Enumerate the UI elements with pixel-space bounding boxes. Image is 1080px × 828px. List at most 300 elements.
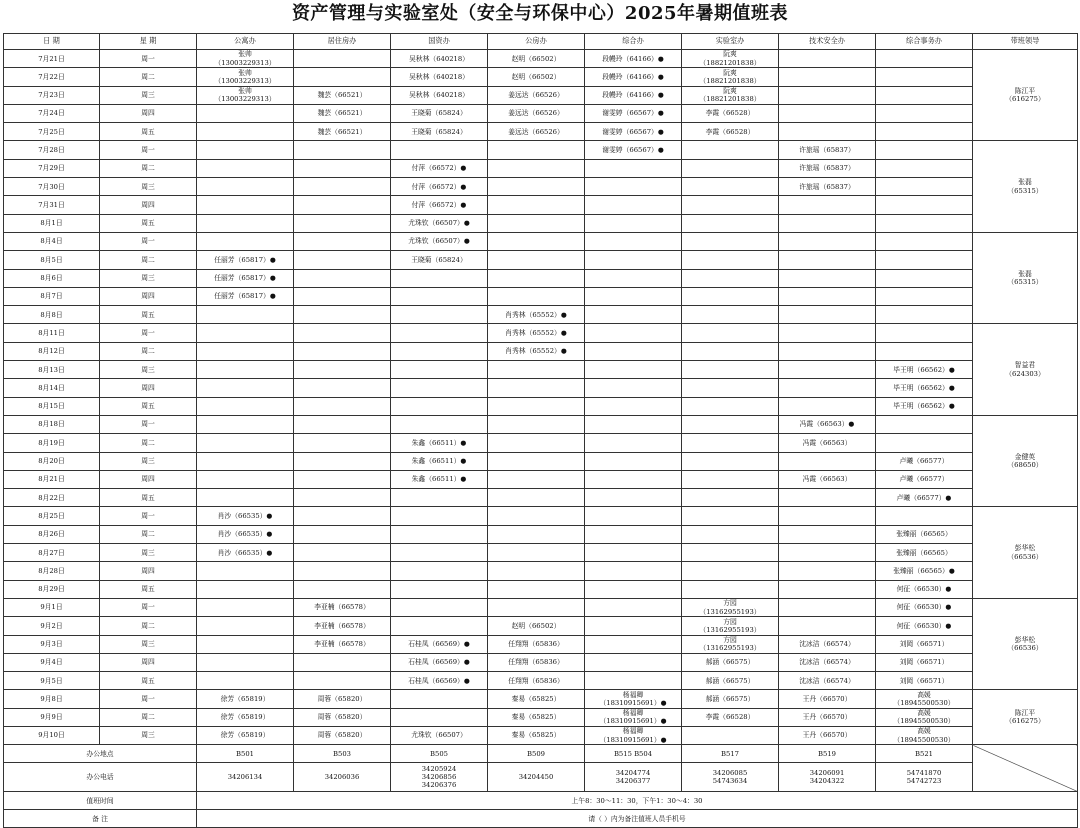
date-cell: 9月9日 xyxy=(4,708,100,726)
duty-entry: 卢曦（66577）● xyxy=(896,493,952,502)
duty-cell xyxy=(779,342,876,360)
date-cell: 8月22日 xyxy=(4,489,100,507)
weekday-cell: 周五 xyxy=(100,489,197,507)
office-location-cell: B509 xyxy=(488,745,585,763)
weekday-cell: 周五 xyxy=(100,123,197,141)
table-row xyxy=(4,104,1078,122)
duty-cell xyxy=(779,434,876,452)
duty-entry: 毕王明（66562）● xyxy=(893,402,955,411)
duty-cell xyxy=(391,580,488,598)
duty-cell xyxy=(488,159,585,177)
duty-cell xyxy=(391,196,488,214)
column-header: 居住房办 xyxy=(294,34,391,50)
duty-entry: 徐芳（65819） xyxy=(220,731,270,740)
duty-cell xyxy=(197,178,294,196)
duty-cell xyxy=(779,708,876,726)
duty-cell xyxy=(488,708,585,726)
duty-cell xyxy=(197,361,294,379)
duty-cell xyxy=(779,397,876,415)
duty-cell xyxy=(779,306,876,324)
column-header: 公房办 xyxy=(488,34,585,50)
date-cell: 7月23日 xyxy=(4,86,100,104)
duty-cell xyxy=(488,214,585,232)
duty-entry: 张帅 xyxy=(238,68,252,77)
duty-entry: 赵明（66502） xyxy=(511,54,561,63)
duty-cell xyxy=(585,159,682,177)
duty-cell xyxy=(682,104,779,122)
duty-cell xyxy=(876,489,973,507)
diagonal-blank-cell xyxy=(973,745,1078,792)
duty-cell xyxy=(488,306,585,324)
weekday-cell: 周三 xyxy=(100,178,197,196)
date-cell: 8月14日 xyxy=(4,379,100,397)
duty-cell xyxy=(779,159,876,177)
duty-entry: （13162955193） xyxy=(699,607,761,616)
date-cell: 8月8日 xyxy=(4,306,100,324)
duty-cell xyxy=(876,141,973,159)
duty-cell xyxy=(682,434,779,452)
duty-cell xyxy=(488,141,585,159)
duty-entry: 任丽芳（65817）● xyxy=(214,274,276,283)
duty-cell xyxy=(779,141,876,159)
duty-entry: 段幔玲（64166）● xyxy=(602,72,664,81)
duty-cell xyxy=(779,123,876,141)
duty-cell xyxy=(682,598,779,616)
duty-entry: 卢曦（66577） xyxy=(899,457,949,466)
duty-cell xyxy=(391,123,488,141)
duty-cell xyxy=(876,342,973,360)
duty-cell xyxy=(585,214,682,232)
leader-cell xyxy=(973,50,1078,141)
duty-cell xyxy=(876,287,973,305)
weekday-cell: 周二 xyxy=(100,342,197,360)
duty-cell xyxy=(876,306,973,324)
duty-entry: 徐芳（65819） xyxy=(220,694,270,703)
duty-cell xyxy=(585,562,682,580)
duty-entry: 王晓菊（65824） xyxy=(411,255,467,264)
table-row xyxy=(4,544,1078,562)
duty-cell xyxy=(585,342,682,360)
duty-cell xyxy=(488,544,585,562)
duty-cell xyxy=(197,50,294,68)
remarks-row xyxy=(4,810,1078,828)
duty-cell xyxy=(391,470,488,488)
weekday-cell: 周二 xyxy=(100,434,197,452)
weekday-cell: 周一 xyxy=(100,598,197,616)
date-cell: 8月20日 xyxy=(4,452,100,470)
duty-cell xyxy=(779,361,876,379)
duty-cell xyxy=(876,525,973,543)
table-row xyxy=(4,562,1078,580)
duty-entry: 朱鑫（66511）● xyxy=(411,438,467,447)
duty-cell xyxy=(779,562,876,580)
office-phone-cell xyxy=(294,763,391,792)
duty-cell xyxy=(585,544,682,562)
duty-cell xyxy=(682,342,779,360)
phone-number: 34204322 xyxy=(809,777,845,786)
duty-cell xyxy=(779,653,876,671)
date-cell: 8月6日 xyxy=(4,269,100,287)
duty-cell xyxy=(779,580,876,598)
duty-cell xyxy=(488,50,585,68)
duty-cell xyxy=(294,397,391,415)
duty-cell xyxy=(682,525,779,543)
table-row xyxy=(4,287,1078,305)
duty-cell xyxy=(876,507,973,525)
duty-entry: 王丹（66570） xyxy=(802,694,852,703)
duty-cell xyxy=(197,379,294,397)
duty-cell xyxy=(294,690,391,708)
phone-number: 34206134 xyxy=(227,773,263,782)
duty-cell xyxy=(779,452,876,470)
duty-cell xyxy=(779,690,876,708)
date-cell: 7月31日 xyxy=(4,196,100,214)
duty-cell xyxy=(876,708,973,726)
date-cell: 7月21日 xyxy=(4,50,100,68)
duty-cell xyxy=(391,653,488,671)
table-row xyxy=(4,178,1078,196)
date-cell: 8月12日 xyxy=(4,342,100,360)
duty-cell xyxy=(876,232,973,250)
duty-cell xyxy=(876,415,973,433)
duty-cell xyxy=(585,470,682,488)
date-cell: 8月27日 xyxy=(4,544,100,562)
duty-cell xyxy=(876,50,973,68)
duty-cell xyxy=(197,507,294,525)
duty-cell xyxy=(682,68,779,86)
table-row xyxy=(4,196,1078,214)
duty-cell xyxy=(779,178,876,196)
duty-entry: 杨福卿 xyxy=(622,727,644,736)
duty-cell xyxy=(391,635,488,653)
duty-cell xyxy=(391,690,488,708)
duty-entry: 吴秋林（640218） xyxy=(409,91,469,100)
duty-cell xyxy=(197,232,294,250)
duty-cell xyxy=(488,397,585,415)
column-header: 国资办 xyxy=(391,34,488,50)
duty-entry: （18310915691）● xyxy=(599,717,667,726)
phone-number: 34204450 xyxy=(518,773,554,782)
duty-entry: 杨福卿 xyxy=(622,690,644,699)
duty-entry: 李亚楠（66578） xyxy=(314,603,370,612)
duty-cell xyxy=(488,672,585,690)
duty-cell xyxy=(488,452,585,470)
date-cell: 9月10日 xyxy=(4,726,100,744)
date-cell: 8月5日 xyxy=(4,251,100,269)
duty-entry: 阮爽 xyxy=(723,50,737,59)
date-cell: 8月19日 xyxy=(4,434,100,452)
duty-entry: （13162955193） xyxy=(699,644,761,653)
duty-entry: 徐芳（65819） xyxy=(220,713,270,722)
office-location-label: 办公地点 xyxy=(4,745,197,763)
leader-name: 陈江平 xyxy=(1014,709,1036,718)
duty-cell xyxy=(197,489,294,507)
duty-cell xyxy=(876,544,973,562)
duty-cell xyxy=(488,598,585,616)
duty-cell xyxy=(294,635,391,653)
table-row xyxy=(4,507,1078,525)
duty-cell xyxy=(876,562,973,580)
duty-cell xyxy=(294,141,391,159)
duty-cell xyxy=(876,672,973,690)
duty-cell xyxy=(391,525,488,543)
table-row xyxy=(4,452,1078,470)
duty-cell xyxy=(294,159,391,177)
weekday-cell: 周三 xyxy=(100,269,197,287)
duty-cell xyxy=(585,141,682,159)
column-header: 带班领导 xyxy=(973,34,1078,50)
duty-cell xyxy=(682,635,779,653)
duty-cell xyxy=(294,672,391,690)
leader-cell xyxy=(973,507,1078,598)
duty-cell xyxy=(391,178,488,196)
duty-entry: 方园 xyxy=(723,617,737,626)
weekday-cell: 周二 xyxy=(100,617,197,635)
duty-entry: 姜远达（66526） xyxy=(508,109,564,118)
duty-cell xyxy=(779,68,876,86)
duty-cell xyxy=(779,525,876,543)
date-cell: 8月1日 xyxy=(4,214,100,232)
weekday-cell: 周三 xyxy=(100,635,197,653)
duty-cell xyxy=(682,306,779,324)
duty-cell xyxy=(488,104,585,122)
duty-cell xyxy=(779,251,876,269)
duty-cell xyxy=(876,324,973,342)
duty-cell xyxy=(391,361,488,379)
duty-cell xyxy=(197,123,294,141)
duty-cell xyxy=(391,598,488,616)
duty-cell xyxy=(391,415,488,433)
duty-cell xyxy=(197,653,294,671)
duty-cell xyxy=(876,178,973,196)
duty-cell xyxy=(779,214,876,232)
date-cell: 8月4日 xyxy=(4,232,100,250)
duty-cell xyxy=(488,415,585,433)
remarks-label: 备 注 xyxy=(4,810,197,828)
duty-cell xyxy=(391,251,488,269)
duty-entry: 许旅瑶（65837） xyxy=(799,145,855,154)
duty-cell xyxy=(197,598,294,616)
duty-cell xyxy=(682,507,779,525)
duty-cell xyxy=(488,361,585,379)
office-location-cell: B505 xyxy=(391,745,488,763)
duty-cell xyxy=(779,415,876,433)
leader-phone: （65315） xyxy=(1007,278,1043,287)
duty-cell xyxy=(294,287,391,305)
duty-entry: 魏芸（66521） xyxy=(317,127,367,136)
table-row xyxy=(4,123,1078,141)
date-cell: 8月21日 xyxy=(4,470,100,488)
duty-entry: 李亚楠（66578） xyxy=(314,640,370,648)
duty-cell xyxy=(585,726,682,744)
column-header: 公寓办 xyxy=(197,34,294,50)
duty-cell xyxy=(585,635,682,653)
table-row xyxy=(4,617,1078,635)
date-cell: 7月24日 xyxy=(4,104,100,122)
duty-cell xyxy=(876,159,973,177)
duty-cell xyxy=(876,361,973,379)
duty-cell xyxy=(682,141,779,159)
phone-number: 34206377 xyxy=(615,777,651,786)
duty-cell xyxy=(197,68,294,86)
duty-cell xyxy=(488,251,585,269)
column-header: 实验室办 xyxy=(682,34,779,50)
duty-cell xyxy=(294,178,391,196)
table-row xyxy=(4,68,1078,86)
office-phone-cell xyxy=(391,763,488,792)
leader-phone: （624303） xyxy=(1005,369,1045,378)
weekday-cell: 周一 xyxy=(100,507,197,525)
duty-cell xyxy=(391,672,488,690)
duty-cell xyxy=(585,507,682,525)
duty-cell xyxy=(391,379,488,397)
duty-cell xyxy=(876,379,973,397)
leader-cell xyxy=(973,415,1078,506)
duty-entry: 谢雯婷（66567）● xyxy=(602,127,664,136)
duty-cell xyxy=(682,214,779,232)
remarks-value: 请（ ）内为备注值班人员手机号 xyxy=(197,810,1078,828)
duty-cell xyxy=(682,562,779,580)
duty-cell xyxy=(876,598,973,616)
table-row xyxy=(4,379,1078,397)
duty-cell xyxy=(585,287,682,305)
table-row xyxy=(4,598,1078,616)
duty-cell xyxy=(682,159,779,177)
duty-entry: 任翔翔（65836） xyxy=(508,676,564,685)
leader-name: 彭华松 xyxy=(1014,635,1036,644)
duty-cell xyxy=(585,690,682,708)
duty-cell xyxy=(294,324,391,342)
date-cell: 8月26日 xyxy=(4,525,100,543)
duty-cell xyxy=(585,68,682,86)
phone-number: 34206085 xyxy=(712,768,748,777)
table-row xyxy=(4,470,1078,488)
duty-cell xyxy=(585,489,682,507)
duty-cell xyxy=(585,361,682,379)
duty-cell xyxy=(488,434,585,452)
weekday-cell: 周二 xyxy=(100,525,197,543)
duty-entry: 刘岡（66571） xyxy=(899,676,949,685)
weekday-cell: 周一 xyxy=(100,232,197,250)
duty-entry: 任翔翔（65836） xyxy=(508,640,564,648)
duty-cell xyxy=(876,470,973,488)
weekday-cell: 周五 xyxy=(100,397,197,415)
date-cell: 8月15日 xyxy=(4,397,100,415)
duty-cell xyxy=(294,507,391,525)
table-row xyxy=(4,434,1078,452)
duty-cell xyxy=(197,306,294,324)
office-phone-label: 办公电话 xyxy=(4,763,197,792)
leader-cell xyxy=(973,324,1078,415)
phone-number: 34206856 xyxy=(421,773,457,782)
duty-entry: （13003229313） xyxy=(214,95,276,104)
duty-cell xyxy=(682,123,779,141)
duty-entry: 许旅瑶（65837） xyxy=(799,164,855,173)
duty-time-row xyxy=(4,792,1078,810)
weekday-cell: 周四 xyxy=(100,104,197,122)
leader-name: 张磊 xyxy=(1018,178,1032,187)
table-row xyxy=(4,50,1078,68)
duty-cell xyxy=(682,324,779,342)
table-row xyxy=(4,306,1078,324)
duty-cell xyxy=(585,598,682,616)
duty-cell xyxy=(197,708,294,726)
duty-cell xyxy=(682,86,779,104)
duty-cell xyxy=(391,86,488,104)
weekday-cell: 周三 xyxy=(100,452,197,470)
date-cell: 8月11日 xyxy=(4,324,100,342)
duty-cell xyxy=(294,452,391,470)
duty-entry: （18310915691）● xyxy=(599,699,667,708)
duty-cell xyxy=(294,379,391,397)
duty-cell xyxy=(682,178,779,196)
duty-cell xyxy=(197,470,294,488)
weekday-cell: 周四 xyxy=(100,287,197,305)
table-row xyxy=(4,653,1078,671)
duty-cell xyxy=(585,178,682,196)
date-cell: 9月1日 xyxy=(4,598,100,616)
duty-cell xyxy=(197,196,294,214)
phone-number: 54741870 xyxy=(906,768,942,777)
duty-entry: 秦易（65825） xyxy=(511,713,561,722)
duty-cell xyxy=(294,196,391,214)
duty-cell xyxy=(488,489,585,507)
duty-cell xyxy=(876,123,973,141)
duty-entry: 姜远达（66526） xyxy=(508,91,564,100)
weekday-cell: 周一 xyxy=(100,690,197,708)
duty-entry: 任翔翔（65836） xyxy=(508,658,564,667)
duty-cell xyxy=(682,708,779,726)
duty-cell xyxy=(488,562,585,580)
duty-cell xyxy=(197,214,294,232)
weekday-cell: 周五 xyxy=(100,672,197,690)
leader-name: 彭华松 xyxy=(1014,544,1036,553)
duty-cell xyxy=(682,232,779,250)
duty-entry: （13003229313） xyxy=(214,58,276,67)
duty-entry: 王丹（66570） xyxy=(802,731,852,740)
duty-cell xyxy=(779,672,876,690)
duty-cell xyxy=(682,50,779,68)
duty-entry: 朱鑫（66511）● xyxy=(411,475,467,484)
duty-cell xyxy=(294,580,391,598)
duty-entry: 魏芸（66521） xyxy=(317,109,367,118)
leader-phone: （616275） xyxy=(1005,95,1045,104)
duty-entry: 冯霞（66563） xyxy=(802,475,852,484)
office-location-cell: B501 xyxy=(197,745,294,763)
duty-entry: 谢雯婷（66567）● xyxy=(602,145,664,154)
duty-cell xyxy=(779,598,876,616)
duty-cell xyxy=(391,562,488,580)
duty-cell xyxy=(294,214,391,232)
weekday-cell: 周四 xyxy=(100,653,197,671)
duty-cell xyxy=(682,269,779,287)
weekday-cell: 周四 xyxy=(100,196,197,214)
phone-number: 34205924 xyxy=(421,764,457,773)
duty-cell xyxy=(585,580,682,598)
duty-entry: 冯霞（66563） xyxy=(802,438,852,447)
duty-cell xyxy=(197,287,294,305)
office-location-cell: B503 xyxy=(294,745,391,763)
duty-cell xyxy=(779,232,876,250)
leader-cell xyxy=(973,598,1078,689)
office-phone-cell xyxy=(488,763,585,792)
leader-name: 张磊 xyxy=(1018,269,1032,278)
table-row xyxy=(4,415,1078,433)
table-row xyxy=(4,489,1078,507)
duty-cell xyxy=(197,342,294,360)
weekday-cell: 周二 xyxy=(100,159,197,177)
duty-cell xyxy=(391,287,488,305)
